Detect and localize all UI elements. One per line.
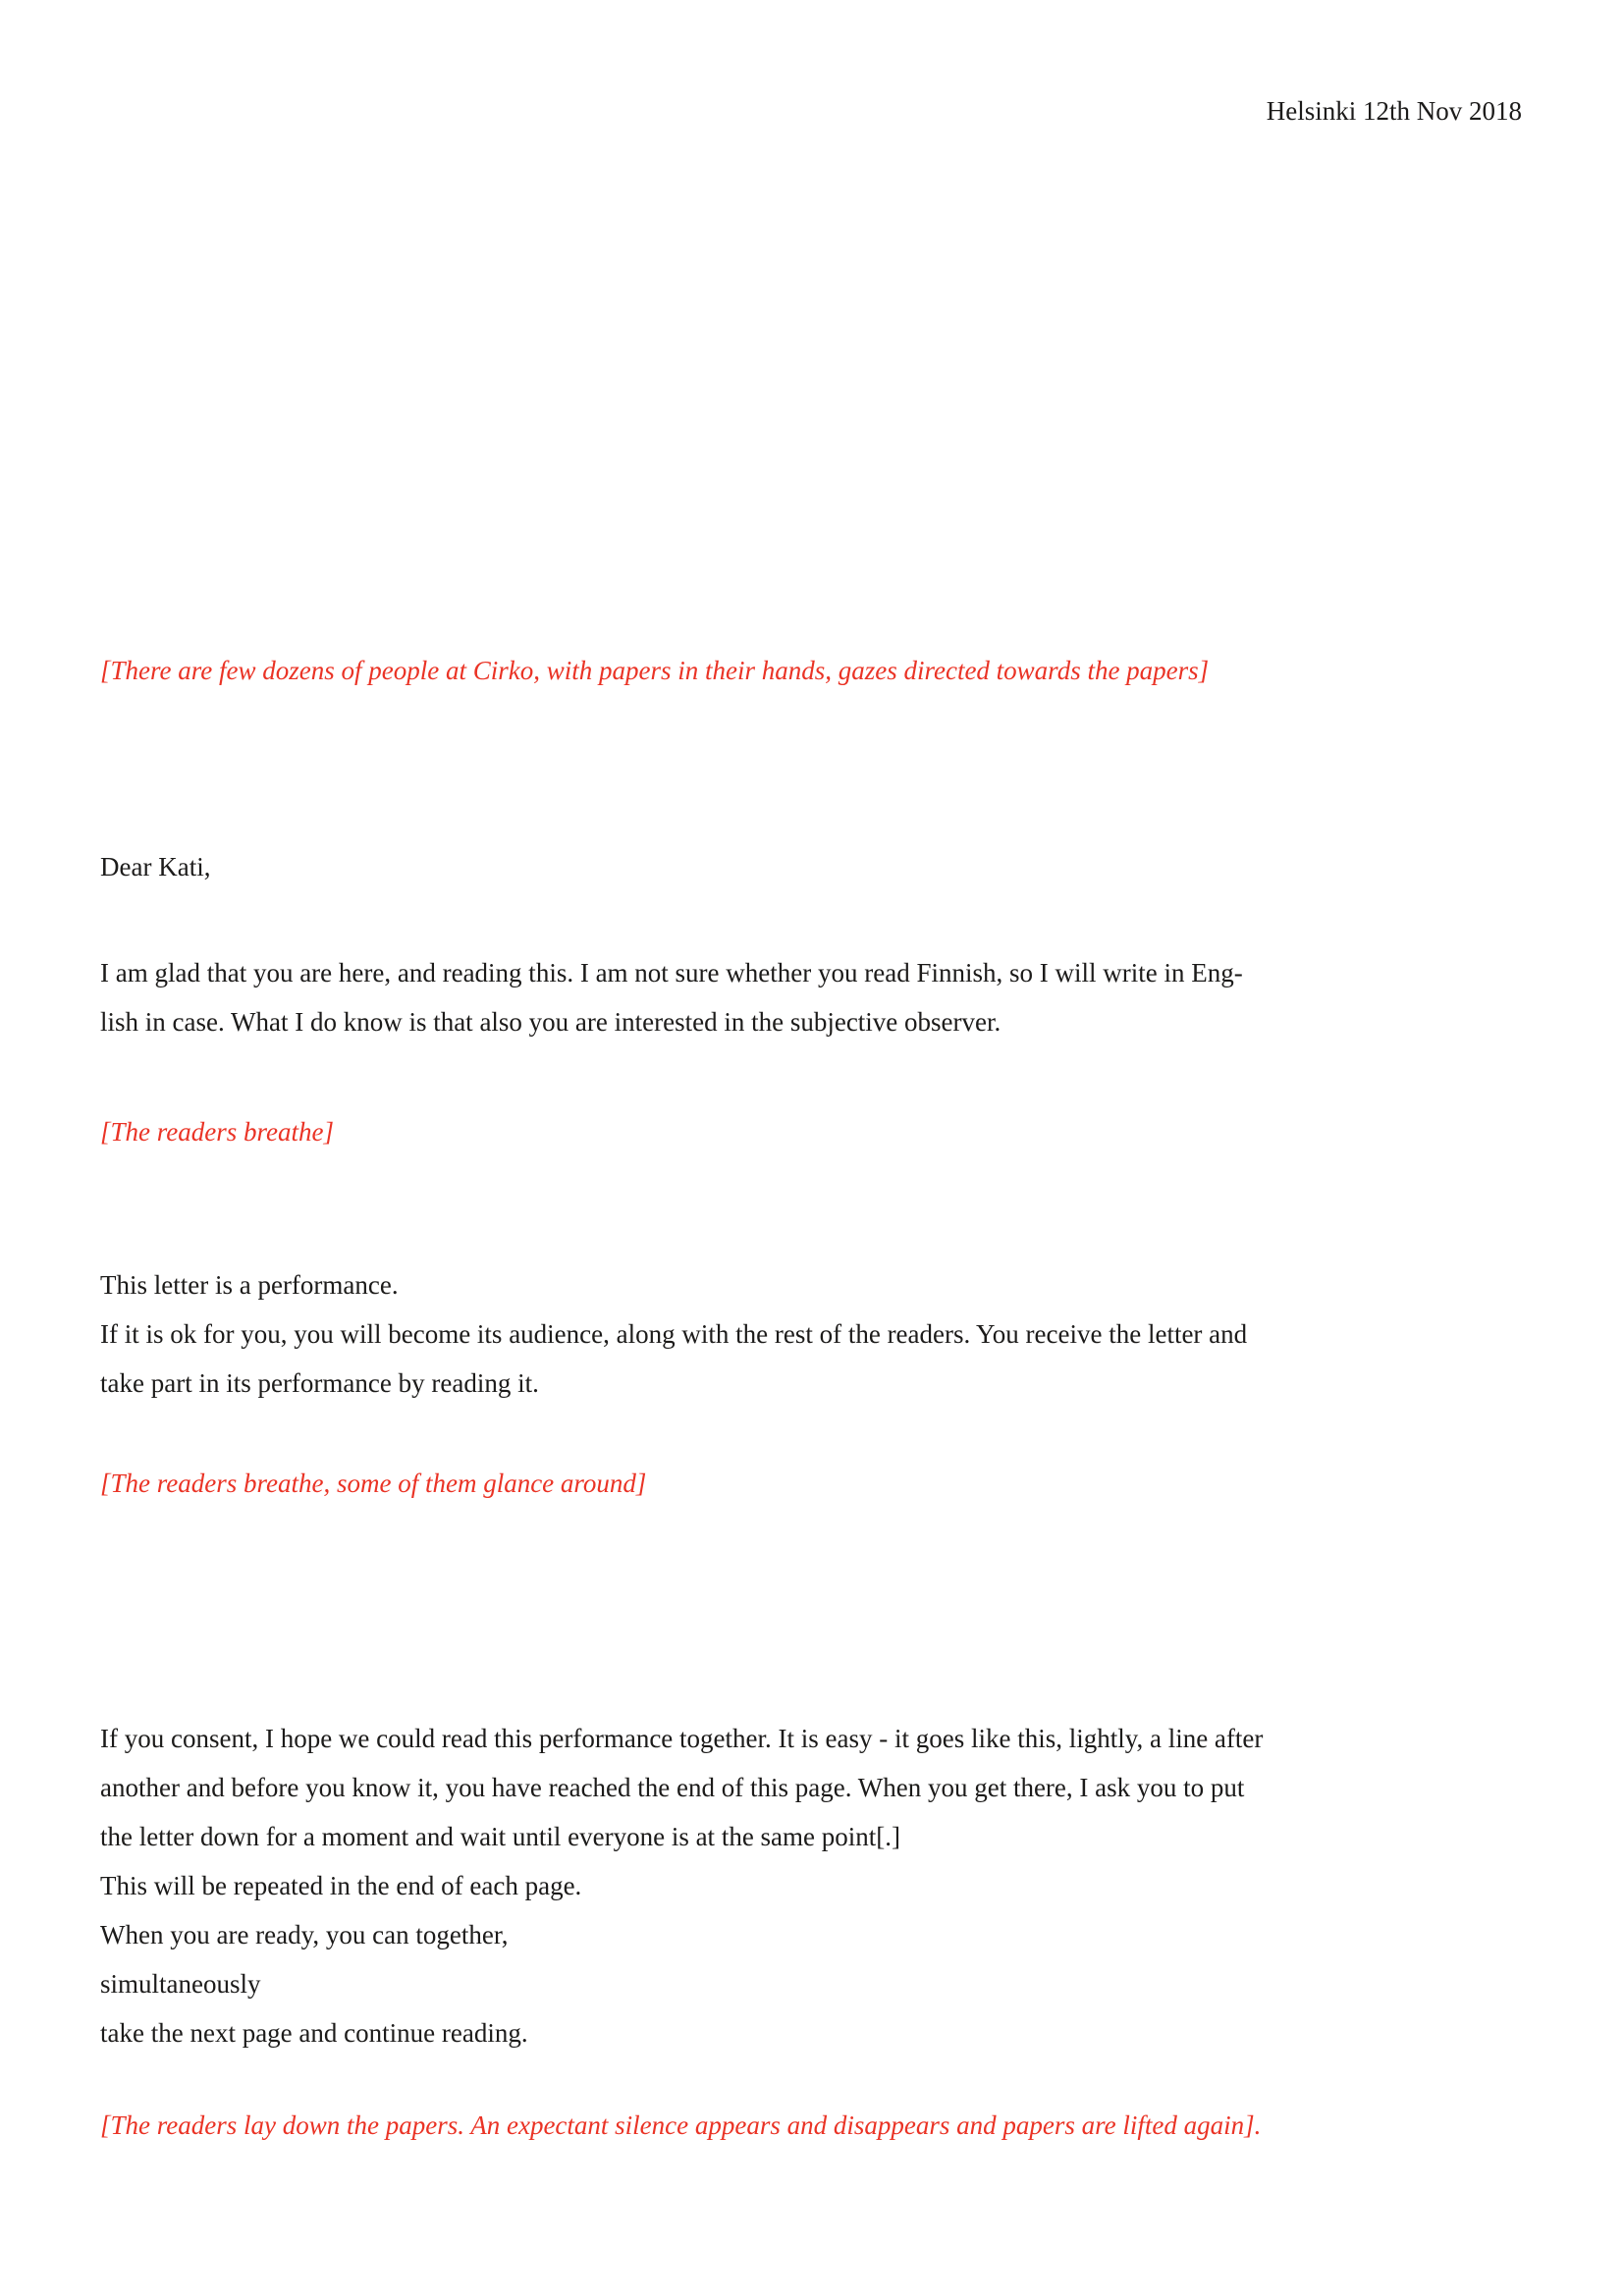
paragraph-1-line: lish in case. What I do know is that also you are interested in the subjective observer. [100,1007,1001,1037]
paragraph-2-line: This letter is a performance. [100,1270,399,1300]
stage-direction-4: [The readers lay down the papers. An expectant silence appears and disappears and papers are lifted again]. [100,2110,1262,2140]
stage-direction-3: [The readers breathe, some of them glance around] [100,1468,647,1498]
paragraph-1-line: I am glad that you are here, and reading this. I am not sure whether you read Finnish, so I will write in Eng- [100,958,1243,988]
paragraph-3-line: take the next page and continue reading. [100,2018,528,2048]
paragraph-2-line: If it is ok for you, you will become its audience, along with the rest of the readers. You receive the letter and [100,1319,1248,1349]
paragraph-3-line: This will be repeated in the end of each page. [100,1871,582,1900]
date-line: Helsinki 12th Nov 2018 [1266,96,1522,126]
paragraph-1 [100,948,1522,1046]
salutation: Dear Kati, [100,852,211,881]
stage-direction-1: [There are few dozens of people at Cirko, with papers in their hands, gazes directed towards the papers] [100,656,1210,685]
paragraph-3 [100,1714,1522,2057]
paragraph-2-line: take part in its performance by reading it. [100,1368,539,1398]
paragraph-3-line: If you consent, I hope we could read this performance together. It is easy - it goes like this, lightly, a line after [100,1724,1264,1753]
paragraph-3-line: simultaneously [100,1969,261,1999]
paragraph-3-line: the letter down for a moment and wait until everyone is at the same point[.] [100,1822,901,1851]
stage-direction-2: [The readers breathe] [100,1117,334,1147]
paragraph-3-line: When you are ready, you can together, [100,1920,509,1949]
paragraph-3-line: another and before you know it, you have reached the end of this page. When you get there, I ask you to put [100,1773,1245,1802]
paragraph-2 [100,1260,1522,1408]
